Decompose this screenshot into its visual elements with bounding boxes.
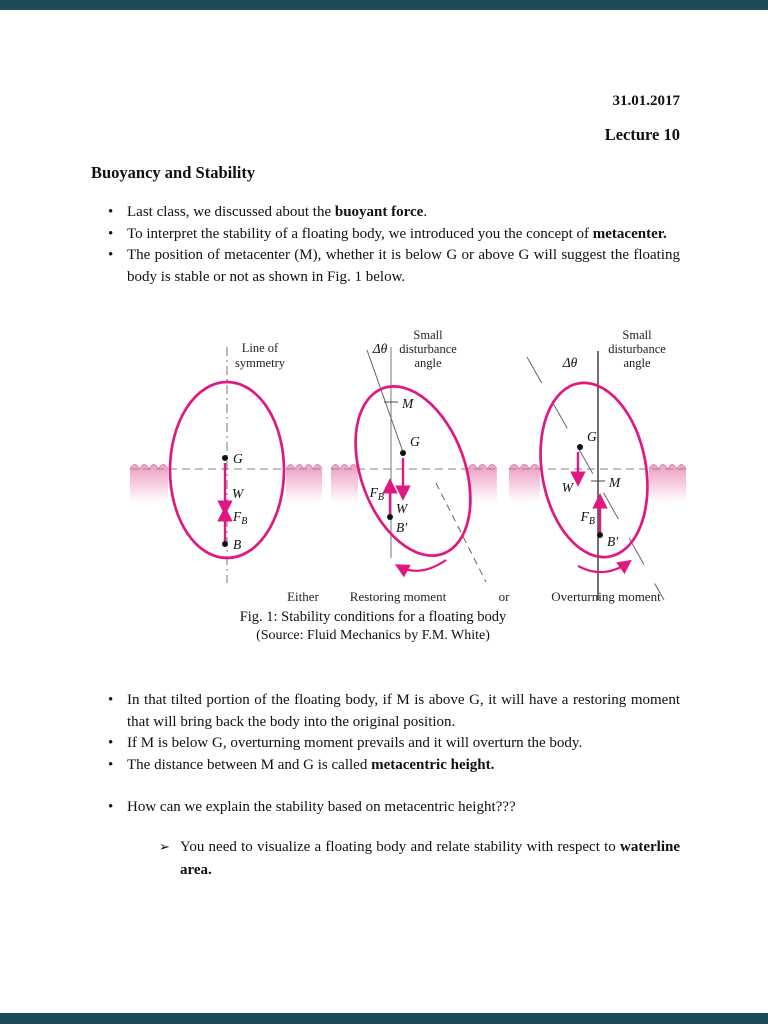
page-title: Buoyancy and Stability [91, 163, 256, 182]
bullet-item [108, 797, 680, 819]
figure-bottom-labels [287, 589, 661, 604]
bullet-marker: • [108, 225, 114, 242]
bullet-list-top [108, 202, 680, 288]
bullet-text [127, 245, 680, 288]
sub-bullet [159, 836, 680, 881]
label-small-disturbance: disturbance [399, 342, 457, 356]
page-date: 31.01.2017 [612, 93, 680, 109]
label-line-of-symmetry: symmetry [235, 356, 285, 370]
label-M: M [609, 475, 621, 490]
tilted-axis-line [367, 350, 403, 452]
label-small-disturbance: angle [414, 356, 442, 370]
bullet-marker: • [108, 735, 114, 752]
bullet-marker: • [108, 692, 114, 708]
bullet-marker: • [108, 756, 114, 773]
bullet-item [108, 224, 680, 246]
label-B: B [233, 537, 242, 552]
figure-source: (Source: Fluid Mechanics by F.M. White) [256, 628, 490, 643]
bullet-item [108, 755, 680, 777]
bullet-text [180, 836, 680, 881]
label-G: G [587, 429, 597, 444]
text-segment-bold: waterline area. [180, 839, 680, 878]
label-small-disturbance: Small [622, 328, 652, 342]
point-B [222, 541, 228, 547]
text-segment: . [423, 204, 428, 220]
lecture-number: Lecture 10 [604, 125, 680, 144]
viewer-top-bar [0, 0, 768, 10]
bullet-text [127, 733, 680, 755]
label-FB: $F_B$ [233, 509, 248, 527]
label-G: G [410, 434, 420, 449]
label-small-disturbance: Small [413, 328, 443, 342]
label-small-disturbance: disturbance [608, 342, 666, 356]
label-overturning-moment: Overturning moment [551, 589, 661, 604]
bullet-item [108, 245, 680, 288]
point-G [577, 444, 583, 450]
text-segment: You need to visualize a floating body and relate stability with respect to [180, 839, 621, 855]
label-delta-theta: Δθ [372, 341, 388, 356]
diagram-overturning-moment [527, 328, 666, 600]
bullet-item [108, 690, 680, 733]
overturning-moment-arrow [578, 562, 629, 572]
tilted-axis-line [527, 357, 664, 600]
label-G: G [233, 451, 243, 466]
point-B-prime [597, 532, 603, 538]
figure-caption: Fig. 1: Stability conditions for a floating body [239, 609, 507, 625]
point-B-prime [387, 514, 393, 520]
label-W: W [396, 501, 408, 516]
text-segment-bold: metacenter. [592, 225, 667, 242]
text-segment: Last class, we discussed about the [127, 204, 335, 220]
diagram-restoring-moment [334, 328, 492, 582]
label-delta-theta: Δθ [562, 355, 578, 370]
bullet-list-middle [108, 690, 680, 776]
label-FB: $F_B$ [369, 485, 384, 503]
text-segment: In that tilted portion of the floating body, if M is above G, it will have a restoring moment that will bring back the body into the original position. [127, 692, 680, 730]
bullet-item [108, 202, 680, 224]
bullet-marker: • [108, 247, 114, 264]
text-segment: To interpret the stability of a floating body, we introduced you the concept of [127, 225, 593, 242]
label-W: W [232, 486, 244, 501]
text-segment: If M is below G, overturning moment prevails and it will overturn the body. [127, 735, 583, 752]
label-restoring-moment: Restoring moment [349, 589, 447, 604]
label-or: or [498, 589, 510, 604]
label-either: Either [287, 589, 319, 604]
label-B-prime: B′ [396, 520, 408, 535]
label-small-disturbance: angle [623, 356, 651, 370]
bullet-marker: • [108, 204, 114, 220]
text-segment: The position of metacenter (M), whether it is below G or above G will suggest the floating body is stable or not as shown in Fig. 1 below. [127, 247, 680, 285]
viewer-bottom-bar [0, 1013, 768, 1024]
label-M: M [402, 396, 414, 411]
point-G [400, 450, 406, 456]
arrow-bullet-marker: ➢ [159, 839, 170, 854]
text-segment: How can we explain the stability based on metacentric height??? [127, 799, 516, 815]
figure-stability-diagram [115, 325, 690, 612]
label-W: W [561, 480, 573, 495]
bullet-text [127, 224, 680, 246]
label-FB: $F_B$ [580, 509, 595, 527]
bullet-text [127, 690, 680, 733]
bullet-item [108, 733, 680, 755]
bullet-text [127, 755, 680, 777]
bullet-text [127, 202, 680, 224]
diagram-upright-body [170, 341, 286, 583]
text-segment-bold: buoyant force [334, 204, 424, 220]
restoring-moment-arrow [398, 560, 446, 571]
bullet-marker: • [108, 799, 114, 815]
floating-body-ellipse [528, 374, 661, 565]
text-segment-bold: metacentric height. [371, 756, 495, 773]
water-surface [130, 465, 686, 503]
label-line-of-symmetry: Line of [241, 341, 279, 355]
text-segment: The distance between M and G is called [127, 756, 372, 773]
bullet-list-question [108, 797, 680, 819]
label-B-prime: B′ [607, 534, 619, 549]
bullet-text [127, 797, 680, 819]
point-G [222, 455, 228, 461]
